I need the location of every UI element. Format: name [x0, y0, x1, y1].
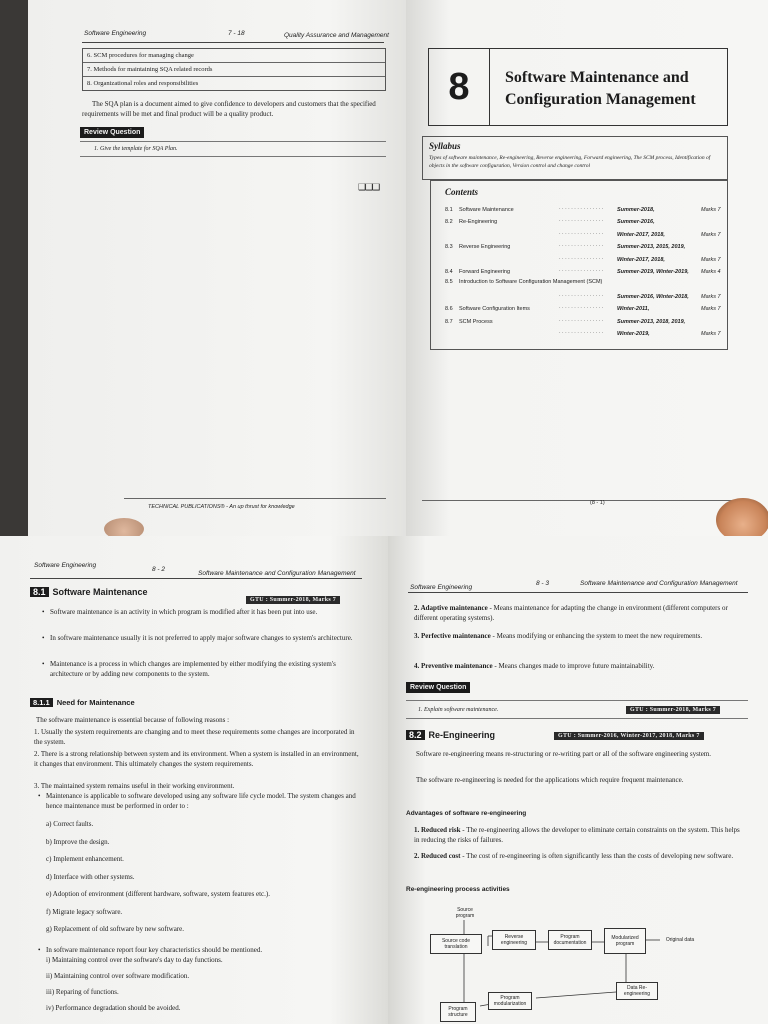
contents-exam: Winter-2017, 2018,	[617, 231, 665, 238]
hand-thumb-left	[104, 518, 144, 536]
header-right: Software Maintenance and Configuration Management	[198, 570, 356, 577]
syllabus-text: Types of software maintenance, Re-engineering, Reverse engineering, Forward engineering, The SCM process, Identification of objects in the software configuration, Version control and change control	[429, 155, 711, 169]
header-page-number: 8 - 3	[536, 580, 550, 587]
page-8-1	[406, 0, 768, 536]
contents-leader: . . . . . . . . . . . . . . .	[559, 254, 604, 261]
flow-reverse-engineering: Reverse engineering	[492, 930, 536, 950]
review-question-label: Review Question	[80, 127, 144, 138]
contents-row	[445, 230, 721, 238]
table-row: 7. Methods for maintaining SQA related records	[83, 63, 385, 77]
list-item: g) Replacement of old software by new software.	[46, 925, 185, 933]
contents-row	[445, 317, 721, 325]
header-left: Software Engineering	[410, 584, 473, 591]
contents-exam: Summer-2019, Winter-2019,	[617, 269, 689, 275]
flow-source-translation: Source code translation	[430, 934, 482, 954]
page-8-3	[388, 536, 768, 1024]
contents-leader: . . . . . . . . . . . . . . .	[559, 304, 604, 311]
footer-rule	[422, 500, 732, 501]
chapter-title	[505, 67, 696, 111]
header-rule	[82, 42, 384, 43]
contents-exam: Winter-2011,	[617, 306, 650, 313]
subsection-number: 8.1.1	[30, 698, 53, 707]
syllabus-label: Syllabus	[429, 141, 461, 151]
flow-program-documentation: Program documentation	[548, 930, 592, 950]
contents-exam: Winter-2019,	[617, 331, 650, 337]
list-item: d) Interface with other systems.	[46, 872, 135, 881]
section-8-1-heading	[30, 587, 148, 597]
maintenance-intro: The software maintenance is essential because of following reasons :	[36, 716, 230, 724]
page-8-2	[0, 536, 388, 1024]
contents-title: SCM Process	[459, 318, 493, 325]
contents-marks: Marks 7	[701, 256, 721, 263]
list-item: iii) Reparing of functions.	[46, 988, 119, 996]
review-question-label: Review Question	[406, 682, 470, 693]
bottom-spread	[0, 536, 768, 1024]
reengineering-definition: Software re-engineering means re-structuring or re-writing part or all of the software engineering system.	[416, 750, 712, 758]
contents-row	[445, 255, 721, 263]
flow-program-structure: Program structure	[440, 1002, 476, 1022]
list-item: i) Maintaining control over the software's day to day functions.	[46, 956, 223, 964]
contents-exam: Summer-2018,	[617, 207, 655, 213]
advantages-heading: Advantages of software re-engineering	[406, 810, 527, 817]
contents-num: 8.5	[445, 279, 453, 286]
contents-marks: Marks 7	[701, 231, 721, 238]
list-item: f) Migrate legacy software.	[46, 907, 123, 916]
review-question-text: 1. Explain software maintenance.	[418, 707, 499, 713]
contents-exam: Summer-2016, Winter-2018,	[617, 293, 689, 300]
contents-row	[445, 329, 721, 337]
list-item: 2. Reduced cost - The cost of re-engineering is often significantly less than the costs of developing new software.	[414, 852, 734, 860]
contents-row	[445, 304, 721, 312]
contents-title: Introduction to Software Configuration Management (SCM)	[459, 279, 603, 286]
end-marks: ❑❑❑	[358, 182, 380, 192]
subsection-8-1-1-heading	[30, 698, 135, 707]
contents-marks: Marks 4	[701, 269, 721, 275]
contents-title: Re-Engineering	[459, 219, 498, 226]
contents-leader: . . . . . . . . . . . . . . .	[559, 205, 604, 211]
gtu-badge: GTU : Summer-2018, Marks 7	[246, 596, 340, 604]
list-item: 1. Usually the system requirements are changing and to meet these requirements some changes are incorporated in the system.	[34, 728, 355, 746]
list-item: 2. There is a strong relationship between system and its environment. When a system is installed in an environment, it changes that environment. This ultimately changes the system requirements.	[34, 750, 359, 768]
chapter-title-line1: Software Maintenance and	[505, 69, 689, 86]
header-page-number: 7 - 18	[228, 30, 245, 37]
list-item: e) Adoption of environment (different hardware, software, system features etc.).	[46, 890, 270, 898]
header-rule	[30, 578, 362, 579]
flow-source-program: Source program	[455, 907, 475, 919]
contents-leader: . . . . . . . . . . . . . . .	[559, 291, 604, 298]
flow-data-reengineering: Data Re-engineering	[616, 982, 658, 1000]
contents-exam: Winter-2017, 2018,	[617, 256, 665, 263]
contents-exam: Summer-2013, 2015, 2019,	[617, 244, 686, 251]
contents-marks: Marks 7	[701, 293, 721, 300]
header-right: Quality Assurance and Management	[284, 32, 389, 39]
contents-box	[430, 180, 728, 350]
contents-num: 8.2	[445, 219, 453, 226]
footer-page: (8 - 1)	[590, 500, 605, 506]
contents-label: Contents	[445, 187, 479, 197]
header-right: Software Maintenance and Configuration Management	[580, 580, 738, 587]
list-item: a) Correct faults.	[46, 820, 94, 828]
contents-title: Software Configuration Items	[459, 306, 530, 313]
contents-row	[445, 267, 721, 275]
list-item: 2. Adaptive maintenance - Means maintenance for adapting the change in environment (different computers or different operating systems).	[414, 604, 728, 622]
review-rule	[80, 141, 386, 142]
contents-row	[445, 242, 721, 250]
section-title: Re-Engineering	[428, 730, 496, 740]
flow-heading: Re-engineering process activities	[406, 886, 510, 893]
list-item: c) Implement enhancement.	[46, 855, 124, 863]
gtu-badge: GTU : Summer-2016, Winter-2017, 2018, Marks 7	[554, 732, 704, 740]
contents-marks: Marks 7	[701, 331, 721, 337]
table-row: 6. SCM procedures for managing change	[83, 49, 385, 63]
contents-leader: . . . . . . . . . . . . . . .	[559, 242, 604, 249]
footer-rule	[124, 498, 386, 499]
section-number: 8.2	[406, 730, 425, 740]
contents-row	[445, 279, 721, 285]
contents-num: 8.3	[445, 244, 453, 251]
review-question-text: 1. Give the template for SQA Plan.	[94, 146, 178, 152]
review-rule-bottom	[80, 156, 386, 157]
list-item: 3. Perfective maintenance - Means modifying or enhancing the system to meet the new requirements.	[414, 632, 703, 640]
chapter-number: 8	[429, 49, 490, 125]
bullet-item: • In software maintenance report four key characteristics should be mentioned.	[38, 946, 263, 954]
contents-marks: Marks 7	[701, 306, 721, 313]
contents-title: Reverse Engineering	[459, 244, 511, 251]
contents-num: 8.6	[445, 306, 453, 313]
list-item: 4. Preventive maintenance - Means changes made to improve future maintainability.	[414, 662, 655, 670]
list-item: 1. Reduced risk - The re-engineering allows the developer to eliminate certain constraints on the system. This helps in reducing the risks of failures.	[414, 826, 740, 844]
contents-num: 8.4	[445, 269, 453, 275]
section-number: 8.1	[30, 587, 49, 597]
flow-original-data: Original data	[665, 937, 695, 943]
contents-leader: . . . . . . . . . . . . . . .	[559, 229, 604, 236]
flow-modularized-program: Modularized program	[604, 928, 646, 954]
list-item: iv) Performance degradation should be avoided.	[46, 1004, 181, 1012]
header-page-number: 8 - 2	[152, 566, 166, 573]
reengineering-need: The software re-engineering is needed for the applications which require frequent maintenance.	[416, 776, 684, 784]
section-title: Software Maintenance	[52, 587, 148, 597]
contents-leader: . . . . . . . . . . . . . . .	[559, 316, 604, 323]
contents-row	[445, 292, 721, 300]
table-row: 8. Organizational roles and responsibilities	[87, 80, 199, 87]
contents-title: Software Maintenance	[459, 207, 514, 213]
contents-leader: . . . . . . . . . . . . . . .	[559, 217, 604, 224]
list-item: b) Improve the design.	[46, 837, 110, 846]
contents-row	[445, 205, 721, 213]
sqa-paragraph: The SQA plan is a document aimed to give confidence to developers and customers that the specified requirements will be met and final product will be a quality product.	[82, 100, 376, 118]
contents-exam: Summer-2016,	[617, 219, 655, 226]
bullet-item: • Maintenance is applicable to software developed using any software life cycle model. The system changes and hence maintenance must be performed in order to :	[38, 792, 356, 810]
flow-program-modularization: Program modularization	[488, 992, 532, 1010]
gtu-badge: GTU : Summer-2018, Marks 7	[626, 706, 720, 714]
bullet-item: • Software maintenance is an activity in which program is modified after it has been put into use.	[42, 608, 318, 616]
bullet-item: • Maintenance is a process in which changes are implemented by either modifying the existing system's architecture or by adding new components to the system.	[42, 660, 336, 678]
list-item: ii) Maintaining control over software modification.	[46, 972, 190, 980]
list-item: 3. The maintained system remains useful in their working environment.	[34, 782, 235, 790]
contents-leader: . . . . . . . . . . . . . . .	[559, 329, 604, 335]
chapter-title-line2: Configuration Management	[505, 91, 696, 108]
contents-leader: . . . . . . . . . . . . . . .	[559, 267, 604, 273]
syllabus-box	[422, 136, 728, 180]
contents-marks: Marks 7	[701, 207, 721, 213]
subsection-title: Need for Maintenance	[56, 698, 135, 707]
header-left: Software Engineering	[84, 30, 147, 37]
contents-row	[445, 217, 721, 225]
contents-num: 8.7	[445, 318, 453, 325]
footer-publisher: TECHNICAL PUBLICATIONS® - An up thrust for knowledge	[148, 504, 295, 510]
hand-thumb-right	[716, 498, 768, 536]
chapter-title-box	[428, 48, 728, 126]
header-left: Software Engineering	[34, 562, 97, 569]
contents-num: 8.1	[445, 207, 453, 213]
contents-exam: Summer-2013, 2018, 2019,	[617, 318, 686, 325]
contents-title: Forward Engineering	[459, 269, 511, 275]
bullet-item: • In software maintenance usually it is not preferred to apply major software changes to system's architecture.	[42, 634, 353, 642]
page-7-18	[28, 0, 406, 536]
sqa-plan-table	[82, 48, 386, 91]
